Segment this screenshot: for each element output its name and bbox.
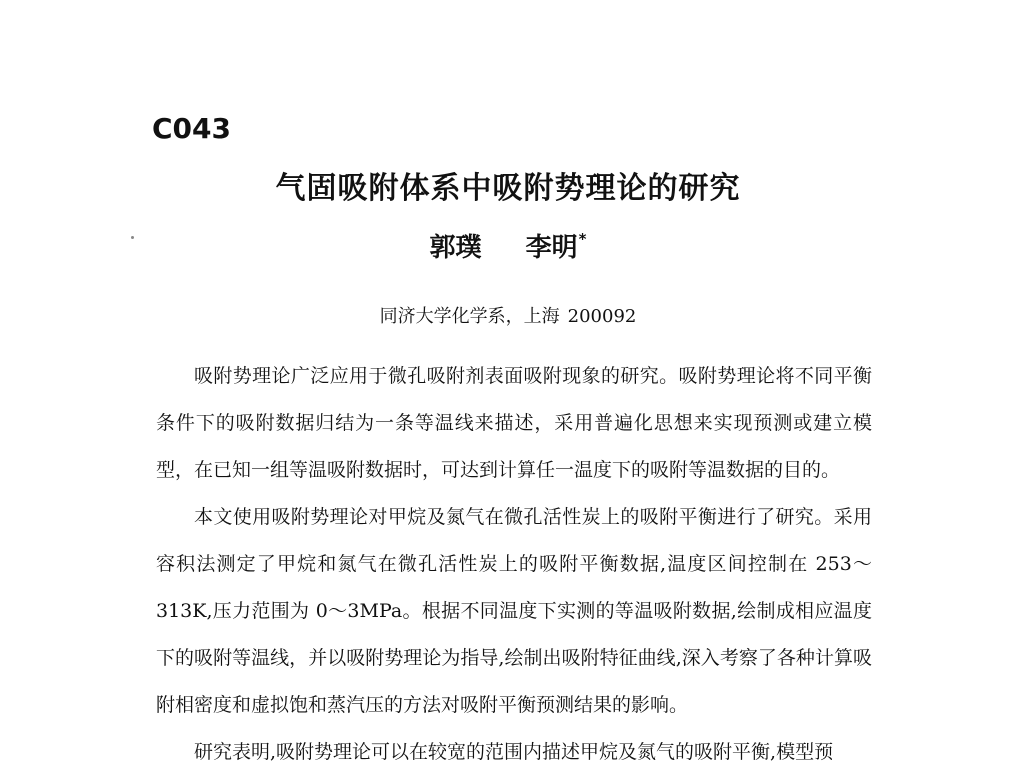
author-2 [526,227,587,264]
paragraph-1: 吸附势理论广泛应用于微孔吸附剂表面吸附现象的研究。吸附势理论将不同平衡条件下的吸附数据归结为一条等温线来描述，采用普遍化思想来实现预测或建立模型，在已知一组等温吸附数据时，可达到计算任一温度下的吸附等温数据的目的。 [156,365,872,481]
scan-speck [131,236,134,239]
affiliation [0,302,1016,328]
affiliation-text: 同济大学化学系，上海 [379,306,560,327]
corresponding-author-mark: * [578,230,587,248]
author-1 [430,227,482,264]
paragraph-3: 研究表明,吸附势理论可以在较宽的范围内描述甲烷及氮气的吸附平衡,模型预 [194,741,834,763]
abstract-code: C043 [152,112,231,145]
paper-title: 气固吸附体系中吸附势理论的研究 [275,171,741,206]
postcode: 200092 [567,306,637,327]
paragraph-2: 本文使用吸附势理论对甲烷及氮气在微孔活性炭上的吸附平衡进行了研究。采用容积法测定了甲烷和氮气在微孔活性炭上的吸附平衡数据,温度区间控制在 253～313K,压力范围为 0～3MPa。根据不同温度下实测的等温吸附数据,绘制成相应温度下的吸附等温线，并以吸附势理论为指导,绘制出吸附特征曲线,深入考察了各种计算吸附相密度和虚拟饱和蒸汽压的方法对吸附平衡预测结果的影响。 [156,506,872,716]
abstract-body [156,353,872,776]
author-line [0,227,1016,264]
author-1-name: 郭璞 [429,233,482,263]
author-2-name: 李明 [525,233,578,263]
